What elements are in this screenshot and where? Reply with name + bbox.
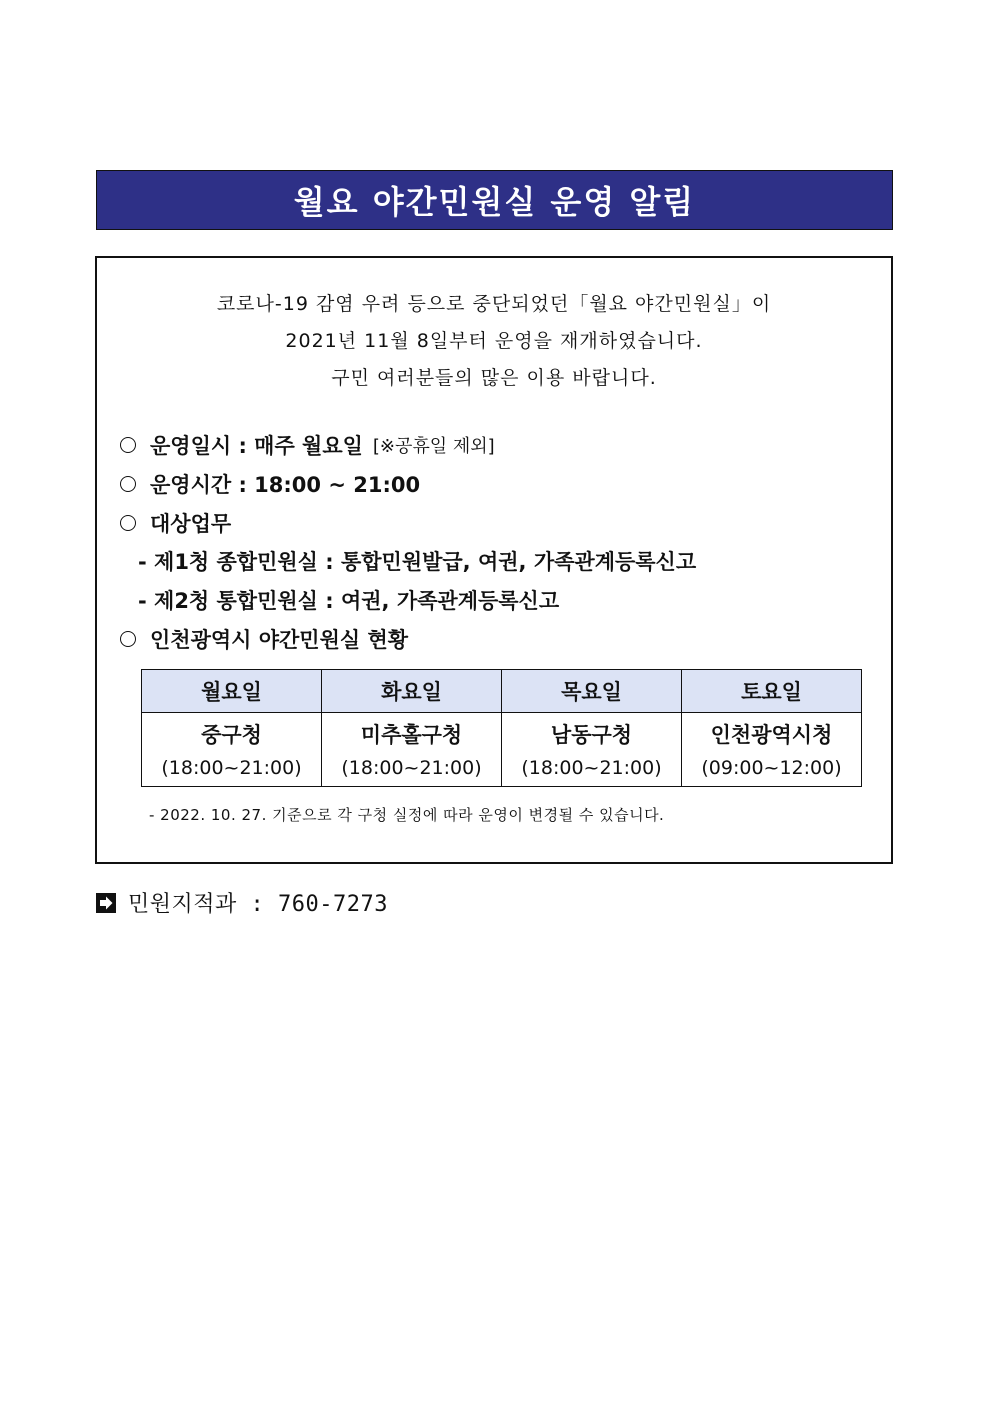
- table-header-cell: 월요일: [142, 670, 322, 713]
- contact-label: 민원지적과 : 760-7273: [128, 892, 388, 917]
- circle-bullet-icon: [120, 476, 136, 492]
- table-cell: [322, 713, 502, 787]
- office-hours: (18:00~21:00): [161, 756, 302, 779]
- contact-line: [96, 887, 388, 918]
- office-name: 인천광역시청: [710, 722, 833, 747]
- table-header-cell: 토요일: [682, 670, 862, 713]
- table-cell: [142, 713, 322, 787]
- table-header-cell: 목요일: [502, 670, 682, 713]
- table-header-row: [142, 670, 862, 713]
- intro-line: 구민 여러분들의 많은 이용 바랍니다.: [331, 367, 657, 389]
- office-hours: (18:00~21:00): [521, 756, 662, 779]
- page-title: 월요 야간민원실 운영 알림: [293, 183, 696, 221]
- status-label: 인천광역시 야간민원실 현황: [150, 628, 409, 652]
- intro-line: 코로나-19 감염 우려 등으로 중단되었던「월요 야간민원실」이: [216, 293, 772, 315]
- operating-time-label: 운영시간 : 18:00 ~ 21:00: [150, 473, 421, 497]
- intro-text: [97, 286, 891, 397]
- office-hours: (09:00~12:00): [701, 756, 842, 779]
- table-row: [142, 713, 862, 787]
- circle-bullet-icon: [120, 437, 136, 453]
- table-header-cell: 화요일: [322, 670, 502, 713]
- holiday-note: [※공휴일 제외]: [372, 436, 495, 457]
- notice-box: [95, 256, 893, 864]
- intro-line: 2021년 11월 8일부터 운영을 재개하였습니다.: [285, 330, 703, 352]
- status-item: [118, 624, 408, 654]
- arrow-right-box-icon: [96, 893, 116, 913]
- circle-bullet-icon: [120, 631, 136, 647]
- office-name: 미추홀구청: [360, 722, 463, 747]
- circle-bullet-icon: [120, 515, 136, 531]
- services-label: 대상업무: [150, 512, 232, 536]
- table-cell: [502, 713, 682, 787]
- office-name: 남동구청: [550, 722, 633, 747]
- operating-day-item: [118, 430, 495, 460]
- office-hours: (18:00~21:00): [341, 756, 482, 779]
- operating-time-item: [118, 469, 420, 499]
- service-line-2: - 제2청 통합민원실 : 여권, 가족관계등록신고: [138, 589, 560, 613]
- service-line-1: - 제1청 종합민원실 : 통합민원발급, 여권, 가족관계등록신고: [138, 550, 697, 574]
- office-name: 중구청: [201, 722, 262, 747]
- night-office-table: [141, 669, 862, 787]
- table-cell: [682, 713, 862, 787]
- operating-day-label: 운영일시 : 매주 월요일: [150, 434, 363, 458]
- footnote: - 2022. 10. 27. 기준으로 각 구청 실정에 따라 운영이 변경될 수 있습니다.: [149, 806, 665, 824]
- title-banner: [96, 170, 893, 230]
- services-item: [118, 508, 231, 538]
